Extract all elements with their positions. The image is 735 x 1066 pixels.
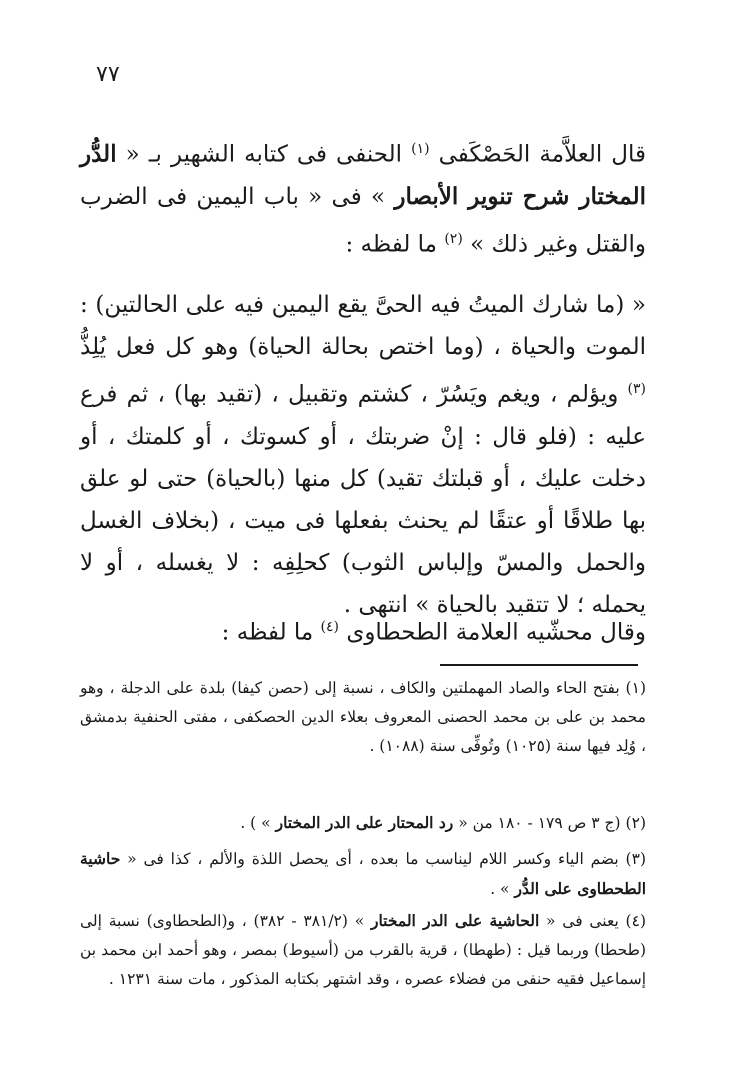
footnote-text: » (٣٨١/٢ - ٣٨٢) ، و(الطحطاوى) نسبة إلى (طحطا) وربما قيل : (طهطا) ، قرية بالقرب من (أسيوط) بمصر ، وهو أحمد ابن محمد بن إسماعيل فقيه حنفى من فضلاء عصره ، وقد اشتهر بكتابه المذكور ، مات سنة ١٢٣١ . [80, 912, 646, 988]
paragraph-text: قال العلاَّمة الحَصْكَفى [438, 141, 647, 168]
footnote-3 [80, 844, 646, 904]
footnote-number: (١) [625, 679, 646, 697]
paragraph-text: » فى « باب اليمين فى الضرب والقتل وغير ذلك » [80, 183, 646, 258]
paragraph-text: الحنفى فى كتابه الشهير بـ « [116, 141, 412, 168]
footnote-ref: (٤) [320, 619, 339, 635]
footnote-number: (٣) [625, 850, 646, 868]
footnote-text: بفتح الحاء والصاد المهملتين والكاف ، نسبة إلى (حصن كيفا) بلدة على الدجلة ، وهو محمد بن على بن محمد الحصنى المعروف بعلاء الدين الحصكفى ، مفتى الحنفية بدمشق ، وُلِد فيها سنة (١٠٢٥) وتُوفِّى سنة (١٠٨٨) . [80, 679, 646, 755]
paragraph-intro [80, 128, 646, 265]
footnote-ref: (١) [411, 141, 430, 157]
footnote-ref: (٣) [627, 381, 646, 397]
paragraph-text: « (ما شارك الميتُ فيه الحىَّ يقع اليمين فيه على الحالتين) : الموت والحياة ، (وما اختص بحالة الحياة) وهو كل فعل يُلِذُّ [80, 292, 646, 360]
book-title: الحاشية على الدر المختار [370, 911, 540, 930]
paragraph-quote [80, 284, 646, 626]
footnote-2 [80, 808, 646, 838]
footnote-text: » . [490, 880, 515, 898]
footnote-text: بضم الياء وكسر اللام ليناسب ما بعده ، أى يحصل اللذة والألم ، كذا فى « [120, 850, 626, 868]
paragraph-text: وقال محشّيه العلامة الطحطاوى [346, 619, 646, 646]
footnote-number: (٢) [625, 814, 646, 832]
page-number: ٧٧ [96, 62, 120, 87]
footnote-4 [80, 906, 646, 994]
paragraph-text: ما لفظه : [221, 619, 321, 646]
book-title: الدُّر المختار شرح تنوير الأبصار [80, 140, 646, 210]
footnote-separator [440, 664, 638, 666]
paragraph-closing [196, 606, 646, 654]
footnote-text: يعنى فى « [539, 912, 626, 930]
footnote-ref: (٢) [444, 230, 463, 247]
footnote-text: » ) . [240, 814, 276, 832]
footnote-number: (٤) [625, 912, 646, 930]
paragraph-text: ما لفظه : [345, 231, 445, 258]
book-title: رد المحتار على الدر المختار [275, 813, 454, 832]
book-title: حاشية الطحطاوى على الدُّر [80, 849, 646, 898]
footnote-text: (ج ٣ ص ١٧٩ - ١٨٠ من « [453, 814, 626, 832]
paragraph-text: ويؤلم ، ويغم ويَسُرّ ، كشتم وتقبيل ، (تقيد بها) ، ثم فرع عليه : (فلو قال : إنْ ضربتك ، أو كسوتك ، أو كلمتك ، أو دخلت عليك ، أو قبلتك تقيد) كل منها (بالحياة) حتى لو علق بها طلاقًا أو عتقًا لم يحنث بفعلها فى ميت ، (بخلاف الغسل والحمل والمسّ وإلباس الثوب) كحلِفِه : لا يغسله ، أو لا يحمله ؛ لا تتقيد بالحياة » انتهى . [80, 381, 646, 618]
footnote-1 [80, 674, 646, 761]
